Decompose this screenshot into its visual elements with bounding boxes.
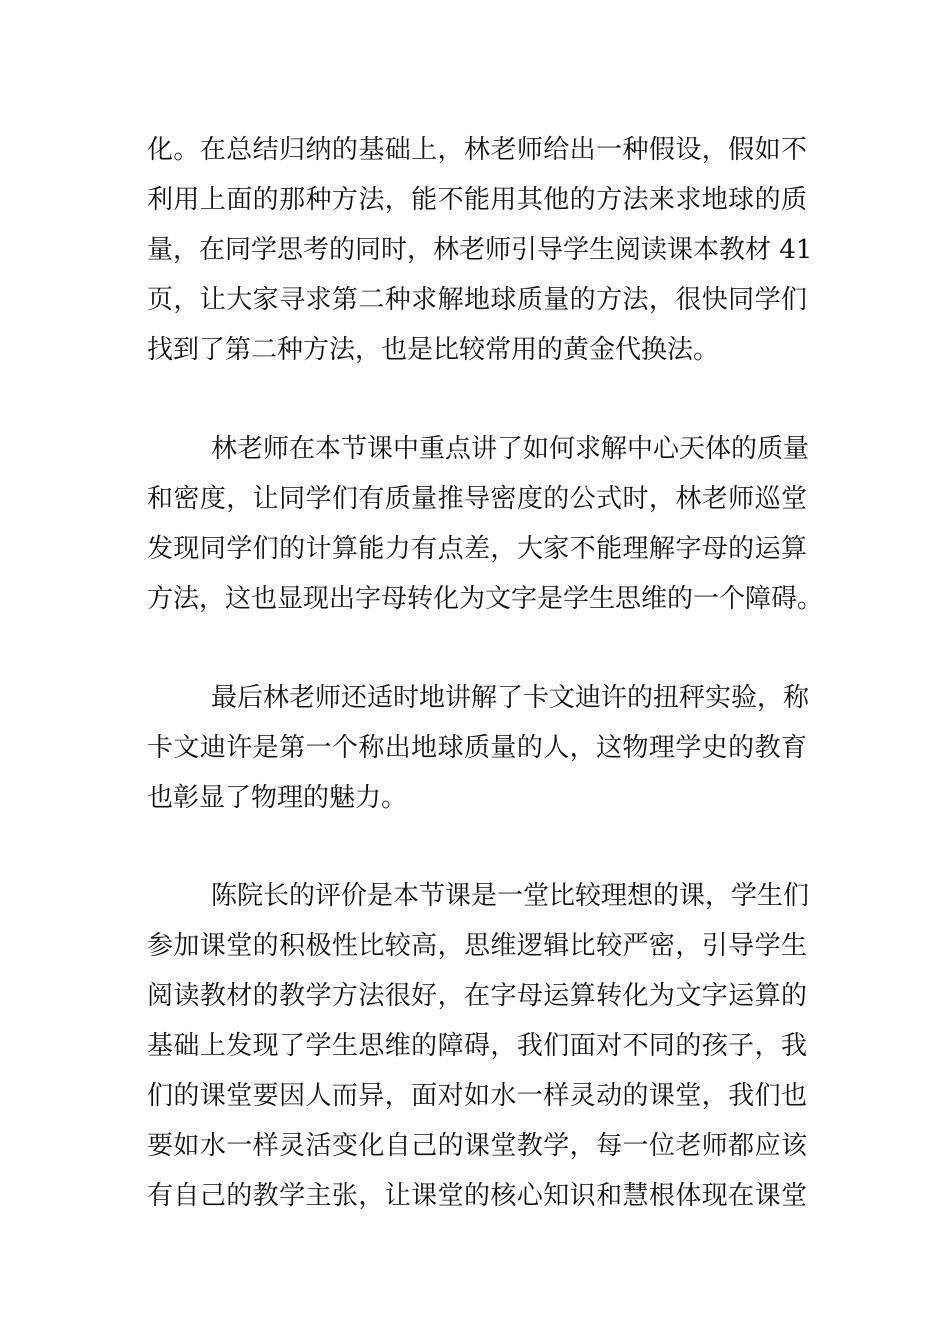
text-line: 陈院长的评价是本节课是一堂比较理想的课，学生们 <box>211 881 810 911</box>
text-line: 最后林老师还适时地讲解了卡文迪许的扭秤实验，称 <box>211 683 810 713</box>
text-line: 利用上面的那种方法，能不能用其他的方法来求地球的质 <box>147 185 807 215</box>
text-line: 要如水一样灵活变化自己的课堂教学，每一位老师都应该 <box>147 1131 807 1161</box>
text-line: 页，让大家寻求第二种求解地球质量的方法，很快同学们 <box>147 285 807 315</box>
text-line: 林老师在本节课中重点讲了如何求解中心天体的质量 <box>211 434 810 464</box>
text-line: 发现同学们的计算能力有点差，大家不能理解字母的运算 <box>147 534 807 564</box>
text-line: 找到了第二种方法，也是比较常用的黄金代换法。 <box>147 335 720 365</box>
text-line: 们的课堂要因人而异，面对如水一样灵动的课堂，我们也 <box>147 1081 807 1111</box>
text-line: 方法，这也显现出字母转化为文字是学生思维的一个障碍。 <box>147 584 824 614</box>
text-line: 量，在同学思考的同时，林老师引导学生阅读课本教材 41 <box>147 235 813 265</box>
text-line: 有自己的教学主张，让课堂的核心知识和慧根体现在课堂 <box>147 1181 807 1211</box>
text-line: 基础上发现了学生思维的障碍，我们面对不同的孩子，我 <box>147 1031 807 1061</box>
text-line: 化。在总结归纳的基础上，林老师给出一种假设，假如不 <box>147 135 807 165</box>
text-line: 卡文迪许是第一个称出地球质量的人，这物理学史的教育 <box>147 733 807 763</box>
text-line: 参加课堂的积极性比较高，思维逻辑比较严密，引导学生 <box>147 931 807 961</box>
text-line: 和密度，让同学们有质量推导密度的公式时，林老师巡堂 <box>147 484 807 514</box>
text-line: 也彰显了物理的魅力。 <box>147 783 408 813</box>
text-line: 阅读教材的教学方法很好，在字母运算转化为文字运算的 <box>147 981 807 1011</box>
